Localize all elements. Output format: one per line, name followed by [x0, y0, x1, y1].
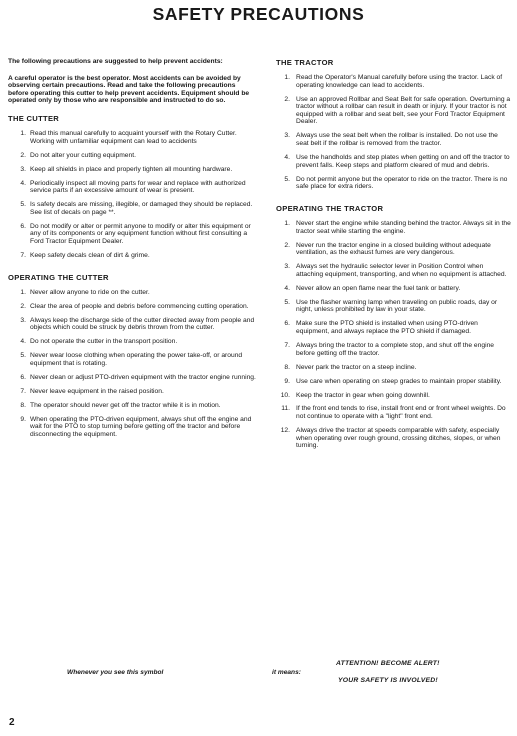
footer-symbol-text: Whenever you see this symbol [67, 669, 164, 676]
section-heading-tractor: THE TRACTOR [276, 58, 334, 67]
list-item-text: Use the handholds and step plates when getting on and off the tractor to prevent falls. Keep steps and platform cleared of mud and debris. [296, 153, 510, 169]
list-item-text: Do not modify or alter or permit anyone to modify or alter this equipment or any of its components or any equipment function without first consulting a Ford Tractor Equipment Dealer. [30, 222, 251, 245]
list-item-text: Do not permit anyone but the operator to ride on the tractor. There is no safe place for extra riders. [296, 175, 508, 191]
list-item-text: Do not alter your cutting equipment. [30, 151, 136, 159]
list-item-text: Keep all shields in place and properly tighten all mounting hardware. [30, 165, 233, 173]
list-item-number: 1. [284, 220, 290, 228]
list-item-text: The operator should never get off the tractor while it is in motion. [30, 401, 221, 409]
list-item-text: Clear the area of people and debris before commencing cutting operation. [30, 302, 249, 310]
cutter-list [8, 130, 256, 259]
list-item-number: 3. [20, 165, 26, 173]
list-item [276, 320, 512, 335]
list-item [8, 289, 256, 297]
right-column [276, 58, 512, 456]
list-item-number: 1. [20, 288, 26, 296]
list-item-text: Keep the tractor in gear when going downhill. [296, 391, 430, 399]
list-item-number: 5. [20, 352, 26, 360]
list-item-text: Never run the tractor engine in a closed building without adequate ventilation, as the exhaust fumes are very dangerous. [296, 241, 491, 257]
list-item-text: Do not operate the cutter in the transport position. [30, 338, 178, 346]
list-item-number: 6. [20, 373, 26, 381]
list-item [8, 130, 256, 145]
list-item [276, 299, 512, 314]
list-item-text: Periodically inspect all moving parts for wear and replace with authorized service parts if an excessive amount of wear is present. [30, 179, 246, 195]
list-item [8, 352, 256, 367]
list-item-number: 11. [281, 405, 290, 413]
list-item-number: 2. [20, 302, 26, 310]
list-item-number: 3. [284, 263, 290, 271]
list-item-number: 9. [20, 415, 26, 423]
section-heading-operating-tractor: OPERATING THE TRACTOR [276, 204, 384, 214]
list-item [276, 96, 512, 126]
list-item-text: Keep safety decals clean of dirt & grime. [30, 251, 150, 259]
list-item [8, 252, 256, 260]
list-item-number: 8. [20, 401, 26, 409]
list-item-number: 10. [280, 391, 290, 399]
list-item-text: Always bring the tractor to a complete stop, and shut off the engine before getting off the tractor. [296, 341, 495, 357]
list-item-text: Never wear loose clothing when operating the power take-off, or around equipment that is rotating. [30, 352, 243, 367]
footer-safety-text: YOUR SAFETY IS INVOLVED! [338, 677, 438, 684]
list-item [276, 132, 512, 147]
list-item-number: 4. [284, 284, 290, 292]
list-item-number: 1. [20, 129, 26, 137]
list-item-number: 4. [284, 153, 290, 161]
list-item-number: 7. [284, 341, 290, 349]
list-item-text: Never park the tractor on a steep incline. [296, 363, 417, 371]
footer-means-text: it means: [272, 669, 301, 676]
list-item-number: 6. [20, 222, 26, 230]
section-heading-cutter: THE CUTTER [8, 113, 60, 123]
list-item [8, 152, 256, 160]
section-heading-operating-cutter: OPERATING THE CUTTER [8, 272, 109, 282]
list-item-number: 6. [284, 320, 290, 328]
list-item-text: Use an approved Rollbar and Seat Belt for safe operation. Overturning a tractor without a rollbar can result in death or injury. If your tractor is not equipped with a rollbar and seat belt, see your Ford Tractor Equipment Dealer. [296, 95, 511, 126]
list-item-text: Never leave equipment in the raised position. [30, 387, 164, 395]
list-item [276, 427, 512, 450]
list-item-number: 7. [20, 251, 26, 259]
page-title: SAFETY PRECAUTIONS [152, 4, 365, 24]
list-item [276, 285, 512, 293]
list-item [8, 374, 256, 382]
list-item-text: Read the Operator's Manual carefully before using the tractor. Lack of operating knowledge can lead to accidents. [296, 74, 503, 89]
list-item-text: Always set the hydraulic selector lever in Position Control when attaching equipment, transporting, and when no equipment is attached. [296, 263, 507, 278]
list-item-text: Always drive the tractor at speeds comparable with safety, especially when operating over rough ground, crossing ditches, slopes, or when turning. [296, 427, 501, 450]
list-item-text: Use the flasher warning lamp when traveling on public roads, day or night, unless prohibited by law in your state. [296, 298, 498, 314]
list-item-number: 5. [284, 298, 290, 306]
list-item [276, 220, 512, 235]
list-item [8, 223, 256, 246]
list-item-number: 4. [20, 338, 26, 346]
list-item [8, 201, 256, 216]
list-item-number: 2. [284, 95, 290, 103]
intro-block [8, 58, 256, 105]
list-item [8, 338, 256, 346]
list-item [8, 402, 256, 410]
left-column [8, 58, 256, 445]
list-item-text: Always keep the discharge side of the cutter directed away from people and objects which could be struck by debris thrown from the cutter. [30, 316, 255, 332]
list-item [8, 317, 256, 332]
list-item [276, 74, 512, 89]
list-item-number: 4. [20, 179, 26, 187]
operating-tractor-list [276, 220, 512, 450]
list-item-text: If the front end tends to rise, install front end or front wheel weights. Do not continue to operate with a "light" front end. [296, 405, 506, 421]
list-item-number: 1. [284, 74, 290, 81]
list-item [276, 263, 512, 278]
list-item-number: 9. [284, 377, 290, 385]
list-item [8, 416, 256, 439]
list-item-number: 3. [284, 132, 290, 140]
page-number: 2 [9, 717, 15, 728]
footer-attention-text: ATTENTION! BECOME ALERT! [336, 660, 440, 667]
list-item [276, 405, 512, 420]
list-item [276, 392, 512, 400]
list-item-number: 12. [280, 427, 290, 435]
list-item [276, 364, 512, 372]
list-item-text: Read this manual carefully to acquaint yourself with the Rotary Cutter. Working with unfamiliar equipment can lead to accidents [30, 129, 237, 145]
list-item-number: 7. [20, 387, 26, 395]
operating-cutter-list [8, 289, 256, 439]
list-item-text: When operating the PTO-driven equipment, always shut off the engine and wait for the PTO to stop turning before getting off the tractor and before disconnecting the equipment. [30, 415, 252, 439]
list-item [276, 154, 512, 169]
list-item [276, 378, 512, 386]
intro-paragraph-1: The following precautions are suggested to help prevent accidents: [8, 58, 223, 65]
list-item-text: Never allow an open flame near the fuel tank or battery. [296, 284, 461, 292]
list-item-number: 3. [20, 316, 26, 324]
list-item-number: 8. [284, 363, 290, 371]
list-item-number: 2. [284, 241, 290, 249]
list-item-text: Never start the engine while standing behind the tractor. Always sit in the tractor seat while starting the engine. [296, 220, 511, 235]
list-item-text: Make sure the PTO shield is installed when using PTO-driven equipment, and always replace the PTO shield if damaged. [296, 320, 478, 335]
list-item-number: 5. [20, 201, 26, 209]
list-item-number: 5. [284, 175, 290, 183]
list-item [8, 303, 256, 311]
list-item-text: Never clean or adjust PTO-driven equipment with the tractor engine running. [30, 373, 256, 381]
list-item-text: Never allow anyone to ride on the cutter. [30, 288, 150, 296]
intro-paragraph-2: A careful operator is the best operator. Most accidents can be avoided by observing certain precautions. Read and take the following precautions before operating this cutter to help prevent accidents. Equipment should be operated only by those who are responsible and instructed to do so. [8, 74, 250, 105]
list-item-text: Is safety decals are missing, illegible, or damaged they should be replaced. See list of decals on page **. [30, 201, 253, 216]
list-item [276, 176, 512, 191]
list-item [276, 342, 512, 357]
list-item [8, 166, 256, 174]
list-item [8, 388, 256, 396]
list-item-text: Always use the seat belt when the rollbar is installed. Do not use the seat belt if the rollbar is removed from the tractor. [296, 132, 498, 147]
list-item [276, 242, 512, 257]
tractor-list [276, 74, 512, 191]
list-item-number: 2. [20, 151, 26, 159]
list-item-text: Use care when operating on steep grades to maintain proper stability. [296, 377, 502, 385]
list-item [8, 180, 256, 195]
